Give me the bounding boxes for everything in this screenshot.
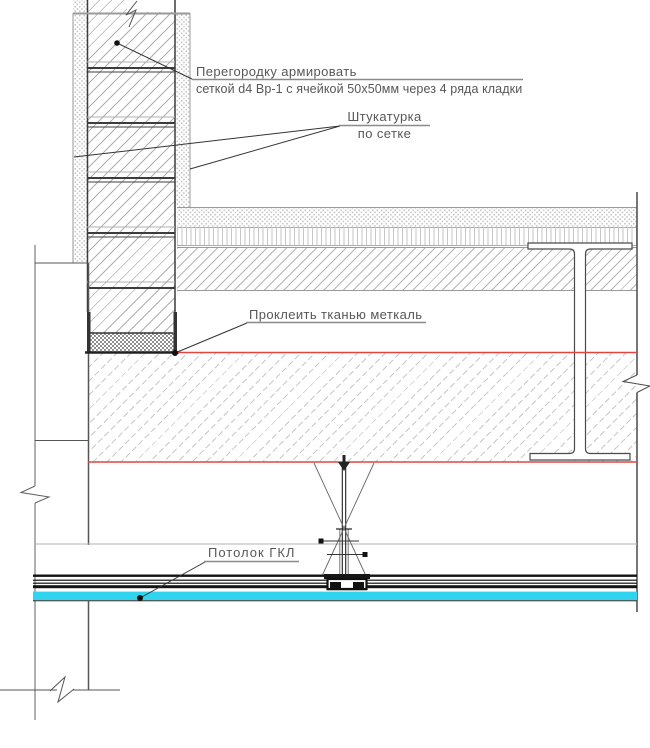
masonry-course-joints bbox=[87, 62, 175, 288]
background-wall-lines bbox=[21, 245, 89, 720]
steel-i-beam bbox=[528, 243, 632, 460]
annotation-glue-fabric: Проклеить тканью меткаль bbox=[249, 307, 423, 322]
slab-edge-red-lines bbox=[88, 353, 637, 463]
partition-base-channel bbox=[85, 312, 179, 353]
partition-wall-lines bbox=[73, 0, 190, 312]
annotation-plaster-line1: Штукатурка bbox=[347, 109, 422, 124]
right-section-edge bbox=[623, 192, 650, 612]
annotation-ceiling-gkl: Потолок ГКЛ bbox=[208, 545, 296, 560]
ceiling-hanger bbox=[314, 455, 374, 576]
annotation-reinforce-line2: сеткой d4 Вр-1 с ячейкой 50х50мм через 4 ряда кладки bbox=[196, 82, 523, 96]
annotation-reinforce-line1: Перегородку армировать bbox=[196, 64, 357, 79]
ceiling-finish-cyan-band bbox=[33, 592, 637, 601]
lower-wall-lines bbox=[0, 601, 120, 702]
annotation-plaster-line2: по сетке bbox=[357, 126, 412, 141]
hanger-channel-bracket bbox=[324, 574, 370, 590]
